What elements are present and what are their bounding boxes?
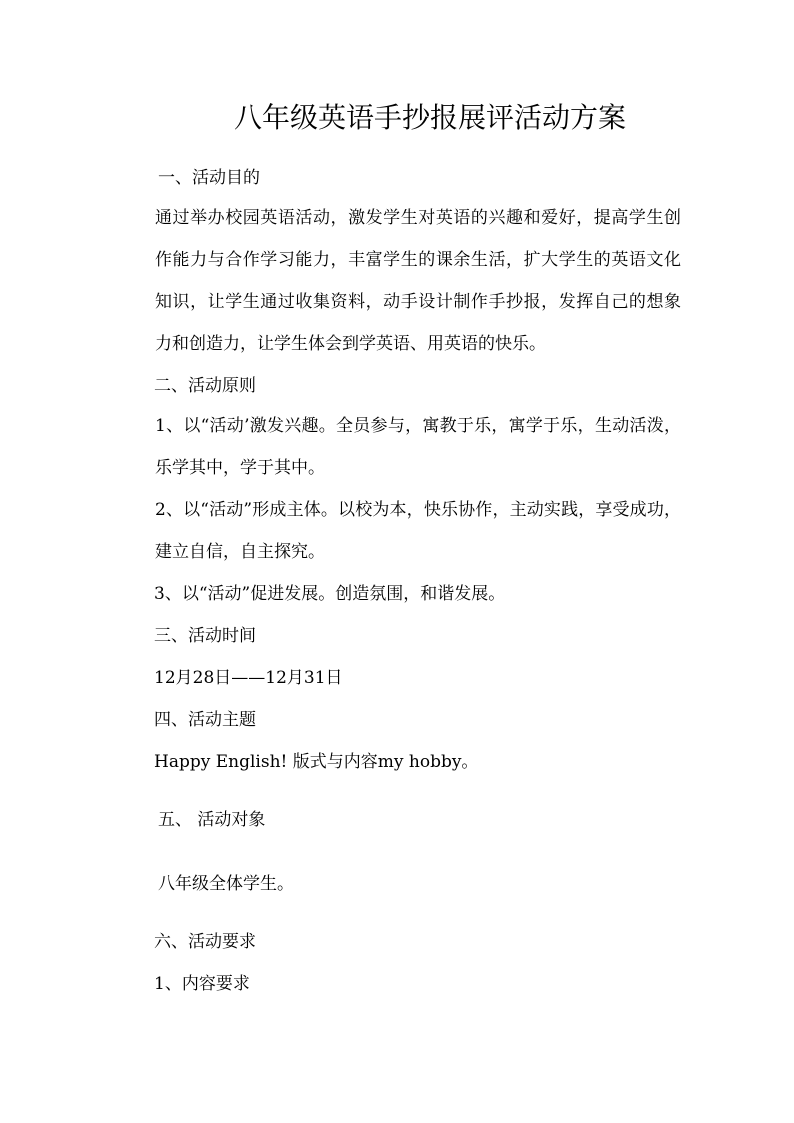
section-heading-principles: 二、活动原则	[154, 376, 256, 396]
paragraph-principle-1	[121, 405, 681, 489]
section-heading-purpose: 一、活动目的	[158, 168, 260, 188]
section-heading-theme: 四、活动主题	[154, 710, 256, 730]
document-title: 八年级英语手抄报展评活动方案	[233, 101, 626, 134]
section-heading-participants: 五、 活动对象	[158, 810, 266, 830]
paragraph-purpose-text: 通过举办校园英语活动，激发学生对英语的兴趣和爱好，提高学生创作能力与合作学习能力，丰富学生的课余生活，扩大学生的英语文化知识，让学生通过收集资料，动手设计制作手抄报，发挥自己的想象力和创造力，让学生体会到学英语、用英语的快乐。	[155, 208, 681, 354]
paragraph-principle-2	[121, 489, 681, 573]
principle-2-text: 2、以“活动”形成主体。以校为本，快乐协作，主动实践，享受成功，建立自信，自主探究。	[155, 500, 681, 562]
participants-text: 八年级全体学生。	[158, 874, 294, 894]
principle-1-text: 1、以“活动’激发兴趣。全员参与，寓教于乐，寓学于乐，生动活泼，乐学其中，学于其中。	[155, 416, 681, 478]
paragraph-purpose	[121, 197, 681, 365]
activity-time-text: 12月28日——12月31日	[154, 668, 343, 688]
requirement-1-text: 1、内容要求	[154, 974, 250, 994]
section-heading-time: 三、活动时间	[154, 626, 256, 646]
section-heading-requirements: 六、活动要求	[154, 932, 256, 952]
principle-3-text: 3、以“活动”促进发展。创造氛围，和谐发展。	[154, 584, 506, 604]
activity-theme-text: Happy English! 版式与内容my hobby。	[154, 752, 479, 772]
